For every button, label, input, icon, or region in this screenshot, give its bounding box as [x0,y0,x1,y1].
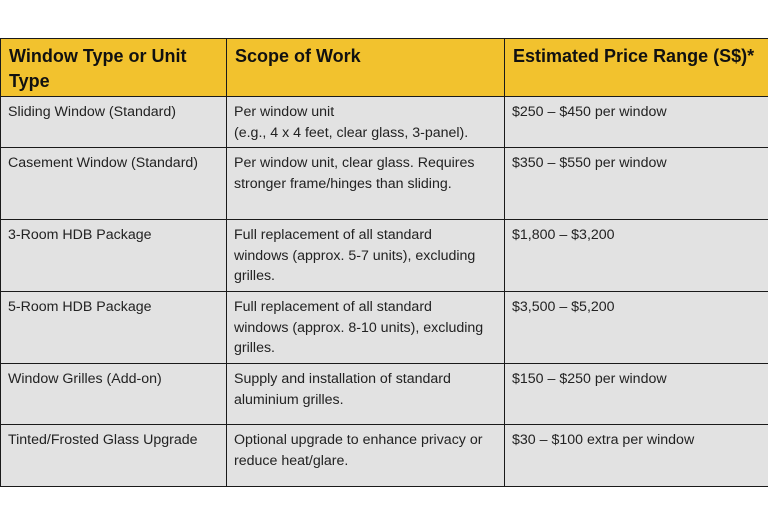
cell-type: 3-Room HDB Package [1,220,227,292]
header-window-type-label: Window Type or Unit Type [9,46,187,91]
header-price-label: Estimated Price Range (S$)* [513,46,755,66]
cell-scope [227,148,505,220]
table-row [1,292,768,364]
scope-line: Full replacement of all standard [234,227,432,243]
window-price-table [0,38,768,487]
table-header-row [1,39,768,97]
header-scope [227,39,505,97]
scope-line: reduce heat/glare. [234,452,349,469]
cell-scope [227,425,505,487]
cell-type: Casement Window (Standard) [1,148,227,220]
scope-line: (e.g., 4 x 4 feet, clear glass, 3-panel). [234,124,469,141]
cell-scope [227,220,505,292]
header-price [505,39,768,97]
table-row [1,364,768,425]
scope-line: Supply and installation of standard [234,371,451,387]
scope-line: Per window unit, clear glass. Requires [234,155,475,171]
scope-line: aluminium grilles. [234,391,344,408]
scope-line: Full replacement of all standard [234,299,432,315]
scope-line: Optional upgrade to enhance privacy or [234,432,483,448]
price-table-container [0,38,768,487]
cell-price: $3,500 – $5,200 [505,292,768,364]
scope-line: windows (approx. 8-10 units), excluding [234,319,484,336]
cell-type: Tinted/Frosted Glass Upgrade [1,425,227,487]
header-scope-label: Scope of Work [235,46,361,66]
cell-scope [227,364,505,425]
cell-scope [227,97,505,148]
cell-type: Sliding Window (Standard) [1,97,227,148]
scope-line: grilles. [234,340,275,356]
cell-price: $250 – $450 per window [505,97,768,148]
cell-price: $1,800 – $3,200 [505,220,768,292]
table-row [1,97,768,148]
cell-price: $150 – $250 per window [505,364,768,425]
scope-line: windows (approx. 5-7 units), excluding [234,247,476,264]
cell-price: $30 – $100 extra per window [505,425,768,487]
cell-type: Window Grilles (Add-on) [1,364,227,425]
table-row [1,425,768,487]
cell-scope [227,292,505,364]
cell-type: 5-Room HDB Package [1,292,227,364]
scope-line: Per window unit [234,104,335,120]
table-row [1,220,768,292]
table-row [1,148,768,220]
scope-line: grilles. [234,268,275,284]
header-window-type [1,39,227,97]
cell-price: $350 – $550 per window [505,148,768,220]
scope-line: stronger frame/hinges than sliding. [234,175,452,192]
